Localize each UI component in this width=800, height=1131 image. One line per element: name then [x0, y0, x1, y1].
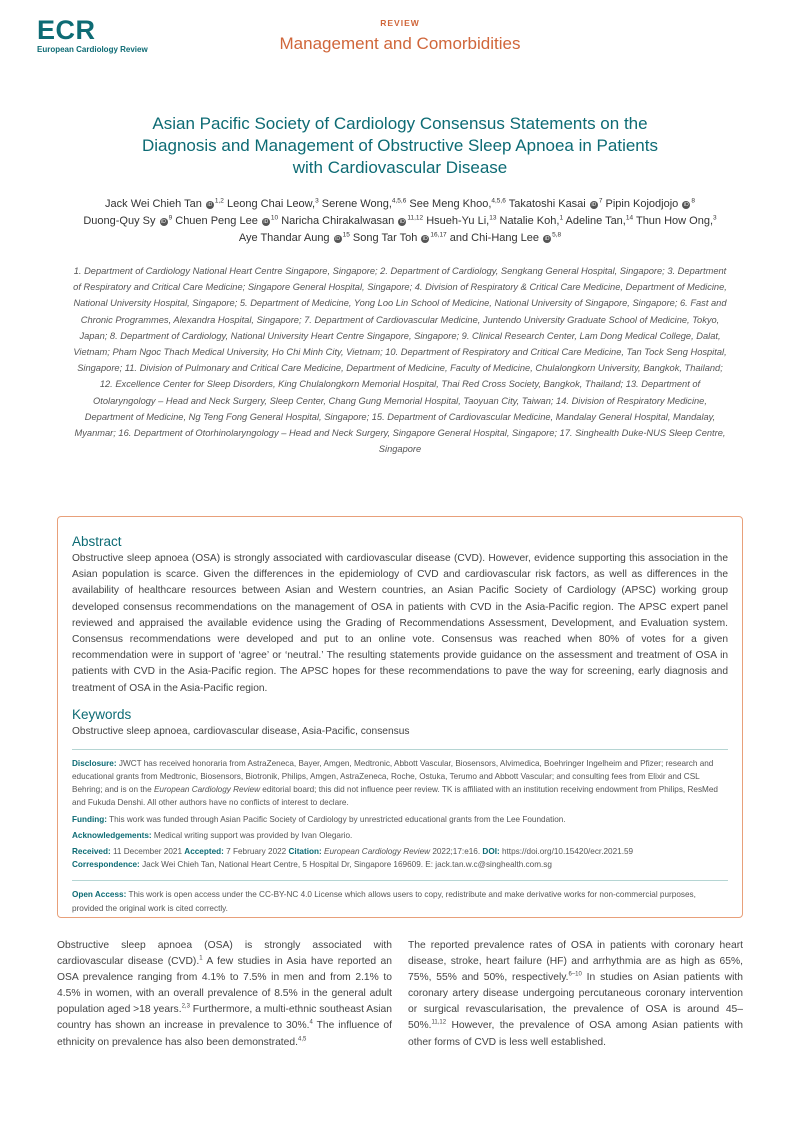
- open-access-text: This work is open access under the CC-BY-NC 4.0 License which allows users to copy, redistribute and make derivative works for non-commercial purposes, provided the original work is cited correctly.: [72, 890, 696, 913]
- citation-ref[interactable]: 4,5: [298, 1036, 307, 1043]
- author-affiliation-ref: 1,2: [214, 197, 224, 205]
- body-text-run: However, the prevalence of OSA among Asian patients with other forms of CVD is less well established.: [408, 1020, 743, 1048]
- body-text-run: In studies on Asian patients with coronary artery disease undergoing percutaneous coronary intervention or surgical revascularisation, the prevalence of OSA is around 45–50%.: [408, 972, 743, 1032]
- accepted-label: Accepted:: [184, 847, 224, 857]
- author-name: Duong-Quy Sy: [83, 215, 156, 227]
- author: [606, 198, 695, 210]
- author: [227, 198, 319, 210]
- dates-citation: [72, 845, 728, 858]
- article-type-label: REVIEW: [380, 18, 420, 28]
- orcid-icon[interactable]: iD: [207, 202, 213, 208]
- author-affiliation-ref: 14: [625, 214, 634, 222]
- funding-text: This work was funded through Asian Pacific Society of Cardiology by unrestricted educational grants from the Lee Foundation.: [107, 814, 566, 824]
- funding-label: Funding:: [72, 814, 108, 824]
- body-text-run: The influence of ethnicity on prevalence has also been demonstrated.: [57, 1020, 392, 1048]
- logo-subtitle: European Cardiology Review: [37, 45, 148, 54]
- received-label: Received:: [72, 847, 111, 857]
- doi-label: DOI:: [482, 847, 500, 857]
- author-affiliation-ref: 15: [342, 231, 350, 239]
- author-name: and Chi-Hang Lee: [449, 232, 540, 244]
- orcid-icon[interactable]: iD: [591, 202, 597, 208]
- citation-ref[interactable]: 2,3: [181, 1003, 190, 1010]
- body-text-run: Obstructive sleep apnoea (OSA) is strongly associated with cardiovascular disease (CVD).: [57, 940, 392, 968]
- author: [426, 215, 496, 227]
- author: [175, 215, 278, 227]
- orcid-icon[interactable]: iD: [399, 219, 405, 225]
- author-name: Adeline Tan,: [565, 215, 626, 227]
- author-name: Aye Thandar Aung: [238, 232, 330, 244]
- acknowledgements: [72, 829, 728, 842]
- author-affiliation-ref: 13: [489, 214, 497, 222]
- funding: [72, 813, 728, 826]
- abstract-box: [57, 516, 743, 918]
- citation-journal: European Cardiology Review: [321, 847, 431, 857]
- author-affiliation-ref: 8: [691, 197, 695, 205]
- orcid-icon[interactable]: iD: [683, 202, 689, 208]
- author-affiliation-ref: 7: [598, 197, 603, 205]
- author-name: Pipin Kojodjojo: [605, 198, 679, 210]
- author: [281, 215, 423, 227]
- author-name: Serene Wong,: [321, 198, 392, 210]
- correspondence-label: Correspondence:: [72, 860, 140, 870]
- received-date: 11 December 2021: [110, 847, 185, 857]
- citation-text: 2022;17:e16.: [430, 847, 483, 857]
- correspondence: [72, 858, 728, 871]
- author-affiliation-ref: 3: [713, 214, 717, 222]
- body-text-run: Furthermore, a multi-ethnic southeast Asian country has shown an increase in prevalence to 30%.: [57, 1004, 392, 1032]
- body-text-run: The reported prevalence rates of OSA in patients with coronary heart disease, stroke, heart failure (HF) and arrhythmia are as high as 65%, 75%, 55% and 50%, respectively.: [408, 940, 743, 984]
- citation-ref[interactable]: 1: [199, 955, 203, 962]
- author-affiliation-ref: 4,5,6: [491, 197, 506, 205]
- affiliations: 1. Department of Cardiology National Heart Centre Singapore, Singapore; 2. Department of Cardiology, Sengkang General Hospital, Singapore; 3. Department of Respiratory and Critical Care Medicine; Singapore General Hospital, Singapore; 4. Division of Respiratory & Critical Care Medicine, Department of Medicine, National University Hospital, Singapore; 5. Department of Medicine, Yong Loo Lin School of Medicine, National University of Singapore, Singapore; 6. Fast and Chronic Programmes, Alexandra Hospital, Singapore; 7. Department of Cardiovascular Medicine, Juntendo University Graduate School of Medicine, Tokyo, Japan; 8. Department of Cardiology, National University Heart Centre Singapore, Singapore; 9. Clinical Research Center, Lam Dong Medical College, Dalat, Vietnam; Pham Ngoc Thach Medical University, Ho Chi Minh City, Vietnam; 10. Department of Respiratory and Critical Care Medicine, Tan Tock Seng Hospital, Singapore; 11. Division of Pulmonary and Critical Care Medicine, Department of Medicine, Faculty of Medicine, Chulalongkorn University, Bangkok, Thailand; 12. Excellence Center for Sleep Disorders, King Chulalongkorn Memorial Hospital, Thai Red Cross Society, Bangkok, Thailand; 13. Department of Otolaryngology – Head and Neck Surgery, Sleep Center, Chang Gung Memorial Hospital, Taoyuan City, Taiwan; 14. Division of Respiratory Medicine, Department of Medicine, Ng Teng Fong General Hospital, Singapore; 15. Department of Cardiovascular Medicine, Mandalay General Hospital, Mandalay, Myanmar; 16. Department of Otorhinolaryngology – Head and Neck Surgery, Singapore General Hospital, Singapore; 17. Singhealth Duke-NUS Sleep Centre, Singapore: [73, 266, 727, 455]
- author-name: Naricha Chirakalwasan: [281, 215, 395, 227]
- body-column-left: [57, 938, 392, 1051]
- orcid-icon[interactable]: iD: [263, 219, 269, 225]
- author-affiliation-ref: 1: [559, 214, 564, 222]
- author-name: Thun How Ong,: [635, 215, 714, 227]
- body-text-run: A few studies in Asia have reported an OSA prevalence ranging from 4.1% to 7.5% in men and from 2.1% to 4.5% in women, with an overall prevalence of 8.5% in the general adult population aged >18 years.: [57, 956, 392, 1016]
- orcid-icon[interactable]: iD: [161, 219, 166, 225]
- author: [450, 232, 561, 244]
- author-affiliation-ref: 10: [270, 214, 279, 222]
- author-name: Jack Wei Chieh Tan: [105, 198, 202, 210]
- open-access-note: [72, 888, 728, 914]
- author: [239, 232, 350, 244]
- abstract-text: Obstructive sleep apnoea (OSA) is strongly associated with cardiovascular disease (CVD). However, evidence supporting this association in the Asian population is scarce. Given the differences in the epidemiology of CVD and cardiovascular risk factors, as well as differences in the availability of healthcare resources between Asian and Western countries, an Asian Pacific Society of Cardiology (APSC) working group developed consensus recommendations on the management of OSA in patients with CVD in the Asia-Pacific region. The APSC expert panel reviewed and appraised the available evidence using the Grading of Recommendations Assessment, Development, and Evaluation system. Consensus recommendations were developed and put to an online vote. Consensus was reached when 80% of votes for a given recommendation were in support of ‘agree’ or ‘neutral.’ The resulting statements provide guidance on the assessment and treatment of OSA in patients with CVD in the Asia-Pacific region. The APSC hopes for these recommendations to pave the way for screening, early diagnosis and treatment of OSA in the Asia-Pacific region.: [72, 553, 728, 694]
- author-name: Hsueh-Yu Li,: [426, 215, 490, 227]
- author: [105, 198, 224, 210]
- article-title: Asian Pacific Society of Cardiology Consensus Statements on the Diagnosis and Management of Obstructive Sleep Apnoea in Patients with Cardiovascular Disease: [142, 114, 658, 177]
- author: [322, 198, 407, 210]
- author-affiliation-ref: 4,5,6: [391, 197, 407, 205]
- acknowledgements-text: Medical writing support was provided by Ivan Olegario.: [151, 830, 353, 840]
- divider: [72, 749, 728, 750]
- author: [83, 215, 172, 227]
- citation-ref[interactable]: 11,12: [431, 1020, 447, 1027]
- citation-ref[interactable]: 4: [309, 1020, 313, 1027]
- orcid-icon[interactable]: iD: [544, 236, 550, 242]
- orcid-icon[interactable]: iD: [335, 236, 340, 242]
- author-list: [70, 196, 730, 247]
- author-affiliation-ref: 11,12: [407, 214, 424, 222]
- body-column-right: [408, 938, 743, 1051]
- author-name: Natalie Koh,: [499, 215, 560, 227]
- abstract-heading: Abstract: [72, 534, 122, 549]
- author: [353, 232, 447, 244]
- author-affiliation-ref: 5,8: [552, 231, 562, 239]
- orcid-icon[interactable]: iD: [423, 236, 428, 242]
- citation-label: Citation:: [288, 847, 322, 857]
- article-meta: [72, 757, 728, 872]
- open-access: [72, 888, 728, 914]
- acknowledgements-label: Acknowledgements:: [72, 830, 152, 840]
- author-affiliation-ref: 16,17: [430, 231, 447, 239]
- author-name: Takatoshi Kasai: [508, 198, 586, 210]
- correspondence-text: Jack Wei Chieh Tan, National Heart Centre, 5 Hospital Dr, Singapore 169609. E: jack.tan.w.c@singhealth.com.sg: [139, 860, 552, 870]
- author-affiliation-ref: 9: [168, 214, 173, 222]
- author: [566, 215, 634, 227]
- keywords-text: Obstructive sleep apnoea, cardiovascular disease, Asia-Pacific, consensus: [72, 725, 410, 737]
- accepted-date: 7 February 2022: [223, 847, 289, 857]
- disclosure-journal: European Cardiology Review: [153, 785, 260, 795]
- open-access-label: Open Access:: [72, 890, 127, 900]
- logo-mark: ECR: [37, 15, 96, 45]
- section-title: Management and Comorbidities: [279, 34, 521, 53]
- author: [409, 198, 505, 210]
- disclosure-text-end: editorial board; this did not influence peer review. TK is affiliated with an institution receiving endowment from Philips, ResMed and Fukuda Denshi. All other authors have no conflicts of interest to declare.: [72, 785, 718, 808]
- disclosure-text: JWCT has received honoraria from AstraZeneca, Bayer, Amgen, Medtronic, Abbott Vascular, Biosensors, Alvimedica, Boehringer Ingelheim and Pfizer; research and educational grants from Medtronic, Biosensors, Biotronik, Philips, Amgen, AstraZeneca, Roche, Ostuka, Terumo and Abbott Vascular; and consulting fees from Elixir and CSL Behring; and is on the: [72, 758, 714, 795]
- author-name: Song Tar Toh: [352, 232, 418, 244]
- author-affiliation-ref: 3: [315, 197, 319, 205]
- body-text: [57, 938, 743, 1051]
- doi-link[interactable]: https://doi.org/10.15420/ecr.2021.59: [499, 847, 634, 857]
- divider: [72, 880, 728, 881]
- disclosure-label: Disclosure:: [72, 758, 117, 768]
- author-name: See Meng Khoo,: [409, 198, 492, 210]
- disclosure: [72, 757, 728, 810]
- author: [509, 198, 603, 210]
- author-name: Leong Chai Leow,: [227, 198, 316, 210]
- author: [636, 215, 717, 227]
- keywords-heading: Keywords: [72, 706, 132, 722]
- author-name: Chuen Peng Lee: [175, 215, 258, 227]
- author: [500, 215, 564, 227]
- citation-ref[interactable]: 6–10: [568, 971, 582, 978]
